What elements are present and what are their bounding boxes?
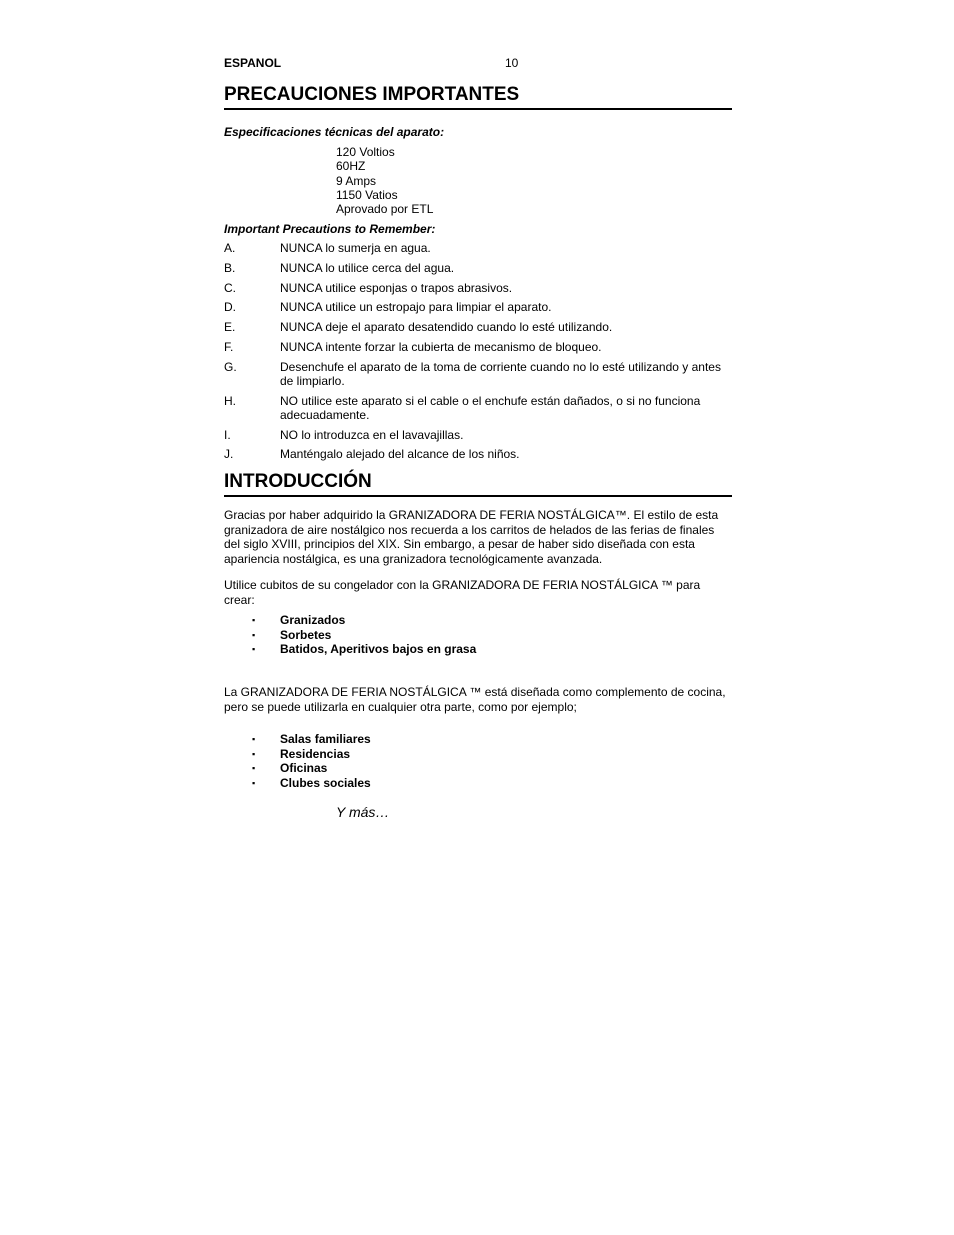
bullet-text: Clubes sociales [280,775,371,790]
precaution-text: NO lo introduzca en el lavavajillas. [280,428,464,442]
bullet-text: Salas familiares [280,732,371,746]
bullet-item [252,628,476,643]
bullet-item [252,747,371,762]
precaution-text: Desenchufe el aparato de la toma de corriente cuando no lo esté utilizando y antes de limpiarlo. [280,360,721,389]
bullet-text: Granizados [280,613,346,627]
precaution-letter: H. [224,394,236,408]
bullet-item [252,776,371,791]
bullet-item [252,642,476,657]
intro-paragraph-1: Gracias por haber adquirido la GRANIZADORA DE FERIA NOSTÁLGICA™. El estilo de esta granizadora de aire nostálgico nos recuerda a los carritos de helados de las ferias de finales del siglo XVIII, principios del XIX. Sin embargo, a pesar de haber sido diseñada con esta apariencia nostálgica, es una granizadora tecnológicamente avanzada. [224,508,719,567]
precaution-letter: J. [224,447,234,461]
precautions-title: PRECAUCIONES IMPORTANTES [224,84,732,110]
precaution-letter: D. [224,300,236,314]
precaution-letter: E. [224,320,236,334]
intro-paragraph-2: Utilice cubitos de su congelador con la GRANIZADORA DE FERIA NOSTÁLGICA ™ para crear: [224,578,701,607]
uses-bullet-list [252,613,476,657]
bullet-item [252,613,476,628]
precaution-text: NUNCA utilice esponjas o trapos abrasivos. [280,281,513,295]
places-bullet-list [252,732,371,790]
precaution-letter: F. [224,340,234,354]
specs-heading: Especificaciones técnicas del aparato: [224,125,445,139]
precaution-text: NO utilice este aparato si el cable o el enchufe están dañados, o si no funciona adecuadamente. [280,394,701,423]
precaution-letter: C. [224,281,236,295]
precaution-letter: B. [224,261,236,275]
bullet-text: Oficinas [280,761,328,775]
precaution-text: NUNCA lo utilice cerca del agua. [280,261,455,275]
spec-item: Aprovado por ETL [336,202,434,217]
bullet-square-icon: ▪ [252,734,256,744]
bullet-item [252,761,371,776]
precaution-text: NUNCA utilice un estropajo para limpiar el aparato. [280,300,552,314]
bullet-square-icon: ▪ [252,615,256,625]
page-number: 10 [505,56,519,70]
precaution-text: Manténgalo alejado del alcance de los niños. [280,447,520,461]
specs-list [336,145,433,216]
bullet-item [252,732,371,747]
bullet-text: Residencias [280,746,351,761]
bullet-square-icon: ▪ [252,763,256,773]
bullet-square-icon: ▪ [252,629,256,640]
precautions-list-heading: Important Precautions to Remember: [224,222,436,236]
bullet-square-icon: ▪ [252,748,256,759]
bullet-text: Batidos, Aperitivos bajos en grasa [280,642,477,656]
closing-text: Y más… [336,804,390,820]
spec-item: 120 Voltios [336,145,395,159]
precaution-text: NUNCA deje el aparato desatendido cuando lo esté utilizando. [280,320,613,334]
header-language: ESPANOL [224,56,282,70]
intro-paragraph-3: La GRANIZADORA DE FERIA NOSTÁLGICA ™ está diseñada como complemento de cocina, pero se puede utilizarla en cualquier otra parte, como por ejemplo; [224,685,726,714]
precaution-letter: A. [224,241,236,255]
spec-item: 1150 Vatios [336,187,398,202]
precaution-letter: I. [224,428,231,442]
spec-item: 60HZ [336,159,366,174]
precaution-letter: G. [224,360,237,374]
precaution-text: NUNCA lo sumerja en agua. [280,241,431,255]
bullet-square-icon: ▪ [252,644,256,654]
introduction-title: INTRODUCCIÓN [224,471,732,497]
bullet-square-icon: ▪ [252,777,256,788]
bullet-text: Sorbetes [280,627,332,642]
precaution-text: NUNCA intente forzar la cubierta de mecanismo de bloqueo. [280,340,602,354]
spec-item: 9 Amps [336,173,377,188]
